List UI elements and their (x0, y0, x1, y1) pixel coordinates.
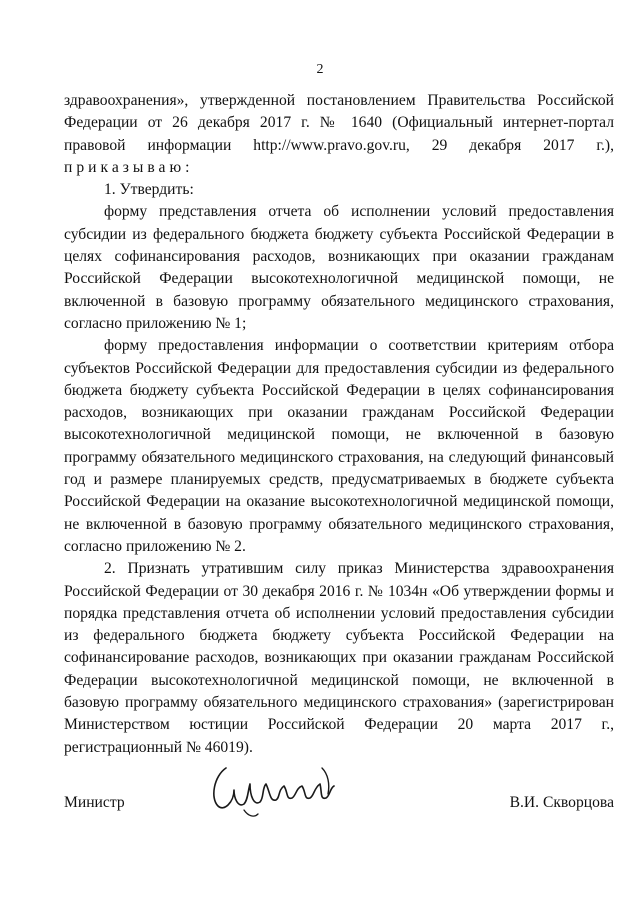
paragraph-revoke: 2. Признать утратившим силу приказ Министерства здравоохранения Российской Федерации от 30 декабря 2016 г. № 1034н «Об утверждении формы и порядка представления отчета об исполнении условий предоставления субсидии из федерального бюджета бюджету субъекта Российской Федерации на софинансирование расходов, возникающих при оказании гражданам Российской Федерации высокотехнологичной медицинской помощи, не включенной в базовую программу обязательного медицинского страхования» (зарегистрирован Министерством юстиции Российской Федерации 20 марта 2017 г., регистрационный № 46019). (64, 560, 614, 756)
signature-row (64, 784, 614, 824)
paragraph-form-2: форму предоставления информации о соответствии критериям отбора субъектов Российской Федерации для предоставления субсидии из федерального бюджета бюджету субъекта Российской Федерации в целях софинансирования расходов, возникающих при оказании гражданам Российской Федерации высокотехнологичной медицинской помощи, не включенной в базовую программу обязательного медицинского страхования, на следующий финансовый год и размере планируемых средств, предусматриваемых в бюджете субъекта Российской Федерации на оказание высокотехнологичной медицинской помощи, не включенной в базовую программу обязательного медицинского страхования, согласно приложению № 2. (64, 337, 614, 555)
paragraph-form-1: форму представления отчета об исполнении условий предоставления субсидии из федерального бюджета бюджету субъекта Российской Федерации в целях софинансирования расходов, возникающих при оказании гражданам Российской Федерации высокотехнологичной медицинской помощи, не включенной в базовую программу обязательного медицинского страхования, согласно приложению № 1; (64, 203, 614, 332)
signatory-title: Министр (64, 794, 125, 811)
intro-colon: : (185, 158, 190, 176)
paragraph-intro (64, 90, 614, 179)
document-body (64, 90, 614, 759)
order-word: приказываю (64, 158, 186, 176)
intro-text: здравоохранения», утвержденной постановлением Правительства Российской Федерации от 26 декабря 2017 г. № 1640 (Официальный интернет-портал правовой информации http://www.pravo.gov.ru, 29 декабря 2017 г.), (64, 92, 614, 154)
paragraph-approve-heading: 1. Утвердить: (104, 181, 194, 199)
page-number: 2 (316, 62, 324, 77)
signatory-name: В.И. Скворцова (509, 794, 614, 811)
handwritten-signature (204, 754, 354, 824)
